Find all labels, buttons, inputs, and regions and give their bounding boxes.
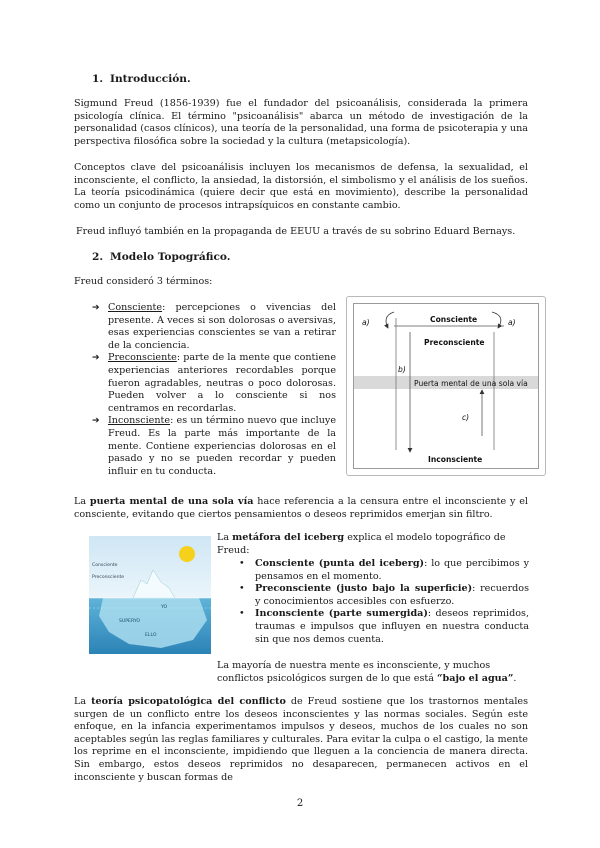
iceberg-item-text: : deseos reprimidos, traumas e impulsos que influyen en nuestra conducta sin que nos demos cuenta. (255, 608, 529, 645)
puerta-bold: puerta mental de una sola vía (89, 496, 254, 507)
iceberg-item-bold: Consciente (punta del iceberg) (255, 558, 425, 569)
label-preconsciente: Preconsciente (424, 338, 485, 347)
psicopatologica-paragraph (74, 696, 528, 784)
term-inconsciente: Inconsciente (108, 415, 171, 427)
terms-list (92, 302, 336, 478)
intro-paragraph-1: Sigmund Freud (1856-1939) fue el fundador del psicoanálisis, considerada la primera psicología clínica. El término "psicoanálisis" abarca un método de investigación de la personalidad (casos clínicos), una teoría de la personalidad, una forma de psicoterapia y una perspectiva filosófica sobre la sociedad y la cultura (metapsicología). (74, 98, 528, 147)
iceberg-summary (217, 660, 529, 685)
psico-bold: teoría psicopatológica del conflicto (91, 696, 286, 707)
section-2-number: 2. (92, 251, 104, 263)
section-2-title: Modelo Topográfico. (110, 251, 231, 263)
page-number: 2 (296, 798, 304, 809)
list-item (217, 583, 529, 608)
intro-paragraph-3: Freud influyó también en la propaganda de EEUU a través de su sobrino Eduard Bernays. (76, 226, 516, 237)
list-item (92, 352, 336, 415)
label-b: b) (398, 365, 406, 374)
section-2-heading (92, 251, 231, 264)
term-inconsciente-text: : es un término nuevo que incluye Freud. Es la parte más importante de la mente. Contiene experiencias dolorosas en el pasado y no se pueden recordar y pueden influir en tu conducta. (108, 415, 336, 477)
meta-after: explica el modelo topográfico de Freud: (217, 532, 506, 556)
term-consciente-text: : percepciones o vivencias del presente. A veces si son dolorosas o aversivas, esas experiencias conscientes se van a retirar de la conciencia. (108, 302, 336, 351)
iceberg-intro (217, 532, 529, 557)
iceberg-item-bold: Inconsciente (parte sumergida) (255, 608, 428, 620)
iceberg-label-ello: ELLO (145, 633, 157, 638)
topografico-lead: Freud consideró 3 términos: (74, 276, 213, 287)
puerta-before: La (74, 496, 90, 507)
arrow-bullet-icon: ➔ (92, 303, 100, 313)
arrow-bullet-icon: ➔ (92, 416, 100, 427)
meta-before: La (217, 532, 233, 543)
list-item (217, 608, 529, 646)
bullet-icon: • (239, 583, 245, 595)
arrow-a-left (386, 312, 394, 328)
iceberg-label-mid: Preconsciente (92, 575, 125, 580)
iceberg-item-bold: Preconsciente (justo bajo la superficie) (255, 583, 473, 595)
iceberg-label-yo: YO (161, 605, 168, 610)
diagram-frame (353, 303, 539, 469)
section-1-heading (92, 73, 191, 86)
term-preconsciente-text: : parte de la mente que contiene experiencias anteriores recordables porque fueron agradables, neutras o poco dolorosas. Pueden volver a lo consciente si nos centramos en recordarlas. (108, 352, 336, 414)
summary-bold: “bajo el agua” (437, 672, 514, 684)
term-consciente: Consciente (108, 302, 163, 313)
iceberg-list (217, 558, 529, 646)
iceberg-item-text: : recuerdos y conocimientos accesibles con esfuerzo. (255, 583, 529, 607)
psico-before: La (74, 696, 92, 707)
bullet-icon: • (239, 558, 245, 569)
puerta-after: hace referencia a la censura entre el inconsciente y el consciente, evitando que ciertos pensamientos o deseos reprimidos emerjan sin filtro. (74, 496, 528, 520)
meta-bold: metáfora del iceberg (232, 532, 345, 543)
iceberg-label-superyo: SUPERYO (119, 619, 141, 624)
label-a-left: a) (362, 318, 370, 327)
arrow-bullet-icon: ➔ (92, 353, 100, 364)
label-c: c) (462, 413, 470, 422)
list-item (92, 302, 336, 352)
iceberg-label-top: Consciente (92, 563, 118, 568)
summary-before: La mayoría de nuestra mente es inconsciente, y muchos conflictos psicológicos surgen de lo que está (217, 660, 491, 684)
section-1-number: 1. (92, 73, 104, 85)
intro-paragraph-2: Conceptos clave del psicoanálisis incluyen los mecanismos de defensa, la sexualidad, el inconsciente, el conflicto, la ansiedad, la distorsión, el simbolismo y el análisis de los sueños. La teoría psicodinámica (quiere decir que está en movimiento), describe la personalidad como un conjunto de procesos intrapsíquicos en constante cambio. (74, 162, 528, 211)
section-1-title: Introducción. (110, 73, 191, 85)
psico-after: de Freud sostiene que los trastornos mentales surgen de un conflicto entre los deseos inconscientes y las normas sociales. Según este enfoque, en la infancia experimentamos impulsos y deseos, muchos de los cuales no son aceptables según las reglas familiares y culturales. Para evitar la culpa o el castigo, la mente los reprime en el inconsciente, impidiendo que lleguen a la conciencia de manera directa. Sin embargo, estos deseos reprimidos no desaparecen, permanecen activos en el inconsciente y buscan formas de (74, 696, 528, 783)
puerta-paragraph (74, 496, 528, 521)
label-puerta: Puerta mental de una sola vía (414, 379, 528, 388)
summary-after: . (513, 672, 517, 684)
bullet-icon: • (239, 608, 245, 620)
iceberg-illustration (89, 536, 211, 654)
label-a-right: a) (508, 318, 516, 327)
list-item (92, 415, 336, 478)
sun-icon (179, 546, 195, 562)
label-inconsciente: Inconsciente (428, 455, 483, 464)
iceberg-item-text: : lo que percibimos y pensamos en el momento. (255, 558, 529, 582)
list-item (217, 558, 529, 583)
term-preconsciente: Preconsciente (108, 352, 177, 364)
label-consciente: Consciente (430, 315, 478, 324)
topographic-diagram (346, 296, 546, 476)
